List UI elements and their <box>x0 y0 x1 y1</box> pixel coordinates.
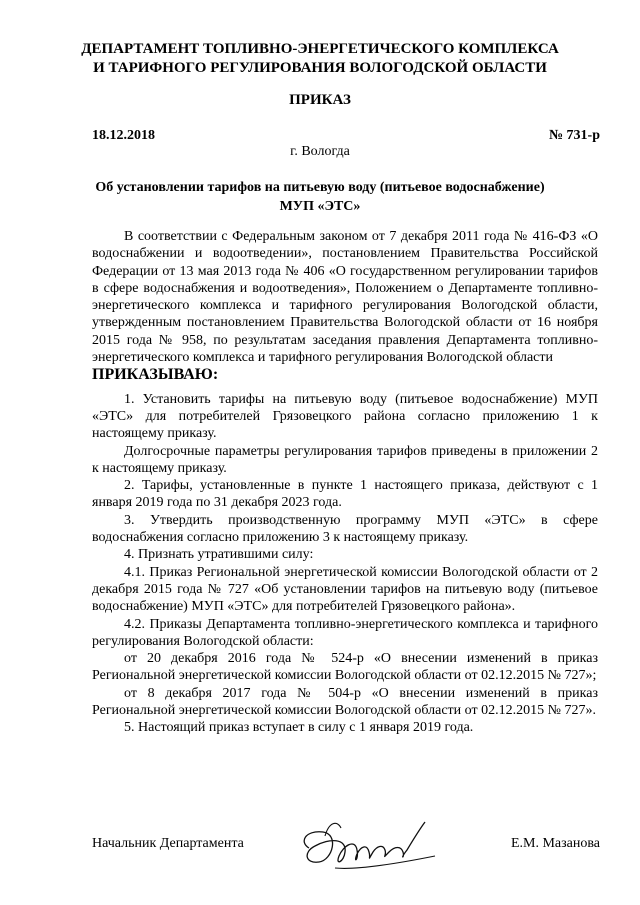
document-date: 18.12.2018 <box>92 128 155 143</box>
subject-line-2: МУП «ЭТС» <box>279 199 361 214</box>
order-keyword: ПРИКАЗЫВАЮ: <box>92 366 219 384</box>
document-body <box>92 228 598 737</box>
item-3: 3. Утвердить производственную программу МУП «ЭТС» в сфере водоснабжения согласно приложению 3 к настоящему приказу. <box>92 512 598 546</box>
department-header <box>40 40 600 78</box>
document-subject <box>40 178 600 216</box>
department-name-line-2: И ТАРИФНОГО РЕГУЛИРОВАНИЯ ВОЛОГОДСКОЙ ОБЛАСТИ <box>93 60 547 76</box>
signer-position: Начальник Департамента <box>92 836 244 851</box>
document-city: г. Вологда <box>290 144 350 159</box>
signer-name: Е.М. Мазанова <box>510 836 600 851</box>
item-4-2-a: от 20 декабря 2016 года № 524-р «О внесении изменений в приказ Региональной энергетической комиссии Вологодской области от 02.12.2015 № 727»; <box>92 651 598 684</box>
item-4-2-b: от 8 декабря 2017 года № 504-р «О внесении изменений в приказ Региональной энергетической комиссии Вологодской области от 02.12.2015 № 727». <box>92 685 598 719</box>
item-4-2: 4.2. Приказы Департамента топливно-энергетического комплекса и тарифного регулирования Вологодской области: <box>92 616 598 649</box>
item-4-1: 4.1. Приказ Региональной энергетической комиссии Вологодской области от 2 декабря 2015 года № 727 «Об установлении тарифов на питьевую воду (питьевое водоснабжение) МУП «ЭТС» для потребителей Грязовецкого района». <box>92 564 598 615</box>
item-4: 4. Признать утратившими силу: <box>124 547 314 563</box>
item-2: 2. Тарифы, установленные в пункте 1 настоящего приказа, действуют с 1 января 2019 года по 31 декабря 2023 года. <box>92 478 598 511</box>
item-1-params: Долгосрочные параметры регулирования тарифов приведены в приложении 2 к настоящему приказу. <box>92 443 598 476</box>
preamble-paragraph: В соответствии с Федеральным законом от 7 декабря 2011 года № 416-ФЗ «О водоснабжении и водоотведении», постановлением Правительства Российской Федерации от 13 мая 2013 года № 406 «О государственном регулировании тарифов в сфере водоснабжения и водоотведения», Положением о Департаменте топливно-энергетического комплекса и тарифного регулирования Вологодской области, утвержденным постановлением Правительства Вологодской области от 16 ноября 2015 года № 958, по результатам заседания правления Департамента топливно-энергетического комплекса и тарифного регулирования Вологодской области <box>92 229 598 366</box>
item-1: 1. Установить тарифы на питьевую воду (питьевое водоснабжение) МУП «ЭТС» для потребителей Грязовецкого района согласно приложению 1 к настоящему приказу. <box>92 391 598 442</box>
signature-block <box>92 836 600 852</box>
item-5: 5. Настоящий приказ вступает в силу с 1 января 2019 года. <box>124 720 474 736</box>
document-type: ПРИКАЗ <box>289 92 351 108</box>
document-number: № 731-р <box>548 128 600 143</box>
department-name-line-1: ДЕПАРТАМЕНТ ТОПЛИВНО-ЭНЕРГЕТИЧЕСКОГО КОМПЛЕКСА <box>81 41 559 57</box>
subject-line-1: Об установлении тарифов на питьевую воду (питьевое водоснабжение) <box>95 180 545 195</box>
date-number-row <box>92 128 600 144</box>
